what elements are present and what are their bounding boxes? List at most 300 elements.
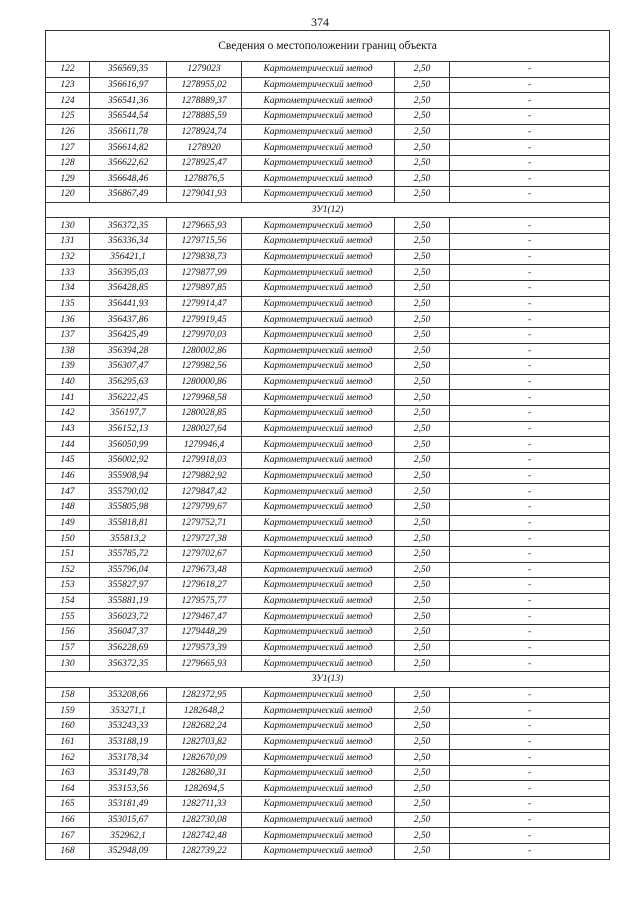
- y-coordinate-cell: 1279838,73: [167, 249, 242, 265]
- x-coordinate-cell: 356611,78: [90, 124, 167, 140]
- table-row: [46, 578, 610, 594]
- table-row: [46, 844, 610, 860]
- x-coordinate-cell: 356616,97: [90, 77, 167, 93]
- table-row: [46, 797, 610, 813]
- page-number: 374: [311, 15, 329, 29]
- table-row: [46, 187, 610, 203]
- x-coordinate-cell: 356336,34: [90, 234, 167, 250]
- method-cell: Картометрический метод: [242, 718, 395, 734]
- y-coordinate-cell: 1279573,39: [167, 640, 242, 656]
- x-coordinate-cell: 356648,46: [90, 171, 167, 187]
- y-coordinate-cell: 1279618,27: [167, 578, 242, 594]
- point-number-cell: 149: [46, 515, 90, 531]
- point-number-cell: 143: [46, 421, 90, 437]
- point-number-cell: 148: [46, 499, 90, 515]
- point-number-cell: 144: [46, 437, 90, 453]
- y-coordinate-cell: 1280000,86: [167, 374, 242, 390]
- method-cell: Картометрический метод: [242, 515, 395, 531]
- y-coordinate-cell: 1279448,29: [167, 625, 242, 641]
- section-label: ЗУ1(13): [46, 671, 610, 687]
- point-number-cell: 130: [46, 656, 90, 672]
- x-coordinate-cell: 356152,13: [90, 421, 167, 437]
- x-coordinate-cell: 356437,86: [90, 312, 167, 328]
- point-number-cell: 152: [46, 562, 90, 578]
- table-row: [46, 531, 610, 547]
- point-number-cell: 130: [46, 218, 90, 234]
- method-cell: Картометрический метод: [242, 546, 395, 562]
- description-cell: -: [450, 437, 610, 453]
- method-cell: Картометрический метод: [242, 562, 395, 578]
- description-cell: -: [450, 797, 610, 813]
- table-row: [46, 280, 610, 296]
- description-cell: -: [450, 515, 610, 531]
- description-cell: -: [450, 296, 610, 312]
- point-number-cell: 139: [46, 359, 90, 375]
- y-coordinate-cell: 1279982,56: [167, 359, 242, 375]
- point-number-cell: 135: [46, 296, 90, 312]
- table-row: [46, 437, 610, 453]
- table-row: [46, 765, 610, 781]
- description-cell: -: [450, 750, 610, 766]
- method-cell: Картометрический метод: [242, 750, 395, 766]
- x-coordinate-cell: 356622,62: [90, 155, 167, 171]
- boundary-coordinates-table: [45, 30, 610, 860]
- y-coordinate-cell: 1279918,03: [167, 453, 242, 469]
- method-cell: Картометрический метод: [242, 625, 395, 641]
- point-number-cell: 123: [46, 77, 90, 93]
- x-coordinate-cell: 353015,67: [90, 812, 167, 828]
- table-row: [46, 77, 610, 93]
- point-number-cell: 138: [46, 343, 90, 359]
- description-cell: -: [450, 406, 610, 422]
- y-coordinate-cell: 1279897,85: [167, 280, 242, 296]
- accuracy-cell: 2,50: [395, 77, 450, 93]
- accuracy-cell: 2,50: [395, 609, 450, 625]
- y-coordinate-cell: 1279575,77: [167, 593, 242, 609]
- y-coordinate-cell: 1278876,5: [167, 171, 242, 187]
- point-number-cell: 156: [46, 625, 90, 641]
- y-coordinate-cell: 1279673,48: [167, 562, 242, 578]
- method-cell: Картометрический метод: [242, 734, 395, 750]
- point-number-cell: 128: [46, 155, 90, 171]
- point-number-cell: 133: [46, 265, 90, 281]
- description-cell: -: [450, 312, 610, 328]
- point-number-cell: 146: [46, 468, 90, 484]
- y-coordinate-cell: 1279041,93: [167, 187, 242, 203]
- description-cell: -: [450, 781, 610, 797]
- x-coordinate-cell: 355813,2: [90, 531, 167, 547]
- description-cell: -: [450, 578, 610, 594]
- section-header-row: [46, 671, 610, 687]
- x-coordinate-cell: 355818,81: [90, 515, 167, 531]
- y-coordinate-cell: 1279968,58: [167, 390, 242, 406]
- x-coordinate-cell: 356002,92: [90, 453, 167, 469]
- accuracy-cell: 2,50: [395, 656, 450, 672]
- accuracy-cell: 2,50: [395, 499, 450, 515]
- x-coordinate-cell: 353181,49: [90, 797, 167, 813]
- table-row: [46, 468, 610, 484]
- method-cell: Картометрический метод: [242, 374, 395, 390]
- description-cell: -: [450, 844, 610, 860]
- y-coordinate-cell: 1282703,82: [167, 734, 242, 750]
- description-cell: -: [450, 468, 610, 484]
- table-row: [46, 327, 610, 343]
- accuracy-cell: 2,50: [395, 140, 450, 156]
- accuracy-cell: 2,50: [395, 249, 450, 265]
- description-cell: -: [450, 562, 610, 578]
- table-row: [46, 421, 610, 437]
- method-cell: Картометрический метод: [242, 406, 395, 422]
- point-number-cell: 131: [46, 234, 90, 250]
- method-cell: Картометрический метод: [242, 155, 395, 171]
- accuracy-cell: 2,50: [395, 280, 450, 296]
- x-coordinate-cell: 356197,7: [90, 406, 167, 422]
- point-number-cell: 160: [46, 718, 90, 734]
- accuracy-cell: 2,50: [395, 390, 450, 406]
- point-number-cell: 162: [46, 750, 90, 766]
- accuracy-cell: 2,50: [395, 155, 450, 171]
- table-row: [46, 108, 610, 124]
- description-cell: -: [450, 812, 610, 828]
- description-cell: -: [450, 531, 610, 547]
- accuracy-cell: 2,50: [395, 468, 450, 484]
- table-row: [46, 734, 610, 750]
- accuracy-cell: 2,50: [395, 218, 450, 234]
- table-row: [46, 562, 610, 578]
- method-cell: Картометрический метод: [242, 640, 395, 656]
- x-coordinate-cell: 355796,04: [90, 562, 167, 578]
- method-cell: Картометрический метод: [242, 609, 395, 625]
- table-row: [46, 359, 610, 375]
- description-cell: -: [450, 140, 610, 156]
- table-row: [46, 124, 610, 140]
- method-cell: Картометрический метод: [242, 484, 395, 500]
- accuracy-cell: 2,50: [395, 484, 450, 500]
- accuracy-cell: 2,50: [395, 625, 450, 641]
- table-row: [46, 687, 610, 703]
- table-row: [46, 718, 610, 734]
- x-coordinate-cell: 355790,02: [90, 484, 167, 500]
- x-coordinate-cell: 352948,09: [90, 844, 167, 860]
- description-cell: -: [450, 249, 610, 265]
- point-number-cell: 164: [46, 781, 90, 797]
- x-coordinate-cell: 355785,72: [90, 546, 167, 562]
- accuracy-cell: 2,50: [395, 453, 450, 469]
- y-coordinate-cell: 1278925,47: [167, 155, 242, 171]
- method-cell: Картометрический метод: [242, 468, 395, 484]
- x-coordinate-cell: 356867,49: [90, 187, 167, 203]
- description-cell: -: [450, 265, 610, 281]
- method-cell: Картометрический метод: [242, 359, 395, 375]
- method-cell: Картометрический метод: [242, 62, 395, 78]
- x-coordinate-cell: 356614,82: [90, 140, 167, 156]
- description-cell: -: [450, 77, 610, 93]
- accuracy-cell: 2,50: [395, 546, 450, 562]
- section-header-row: [46, 202, 610, 218]
- x-coordinate-cell: 353243,33: [90, 718, 167, 734]
- accuracy-cell: 2,50: [395, 437, 450, 453]
- description-cell: -: [450, 453, 610, 469]
- point-number-cell: 157: [46, 640, 90, 656]
- x-coordinate-cell: 353208,66: [90, 687, 167, 703]
- method-cell: Картометрический метод: [242, 844, 395, 860]
- y-coordinate-cell: 1279799,67: [167, 499, 242, 515]
- x-coordinate-cell: 352962,1: [90, 828, 167, 844]
- point-number-cell: 141: [46, 390, 90, 406]
- table-title-row: [46, 31, 610, 62]
- y-coordinate-cell: 1279752,71: [167, 515, 242, 531]
- table-row: [46, 374, 610, 390]
- method-cell: Картометрический метод: [242, 437, 395, 453]
- point-number-cell: 122: [46, 62, 90, 78]
- x-coordinate-cell: 353271,1: [90, 703, 167, 719]
- y-coordinate-cell: 1279919,45: [167, 312, 242, 328]
- table-row: [46, 171, 610, 187]
- x-coordinate-cell: 356394,28: [90, 343, 167, 359]
- method-cell: Картометрический метод: [242, 218, 395, 234]
- table-row: [46, 140, 610, 156]
- x-coordinate-cell: 356047,37: [90, 625, 167, 641]
- x-coordinate-cell: 356372,35: [90, 656, 167, 672]
- description-cell: -: [450, 499, 610, 515]
- point-number-cell: 161: [46, 734, 90, 750]
- table-row: [46, 546, 610, 562]
- method-cell: Картометрический метод: [242, 812, 395, 828]
- description-cell: -: [450, 718, 610, 734]
- y-coordinate-cell: 1279877,99: [167, 265, 242, 281]
- accuracy-cell: 2,50: [395, 343, 450, 359]
- accuracy-cell: 2,50: [395, 781, 450, 797]
- x-coordinate-cell: 355827,97: [90, 578, 167, 594]
- point-number-cell: 120: [46, 187, 90, 203]
- y-coordinate-cell: 1282694,5: [167, 781, 242, 797]
- method-cell: Картометрический метод: [242, 390, 395, 406]
- point-number-cell: 132: [46, 249, 90, 265]
- accuracy-cell: 2,50: [395, 93, 450, 109]
- description-cell: -: [450, 593, 610, 609]
- point-number-cell: 137: [46, 327, 90, 343]
- method-cell: Картометрический метод: [242, 765, 395, 781]
- method-cell: Картометрический метод: [242, 687, 395, 703]
- description-cell: -: [450, 640, 610, 656]
- y-coordinate-cell: 1279715,56: [167, 234, 242, 250]
- x-coordinate-cell: 356428,85: [90, 280, 167, 296]
- table-row: [46, 343, 610, 359]
- x-coordinate-cell: 356222,45: [90, 390, 167, 406]
- y-coordinate-cell: 1282682,24: [167, 718, 242, 734]
- description-cell: -: [450, 765, 610, 781]
- x-coordinate-cell: 355881,19: [90, 593, 167, 609]
- accuracy-cell: 2,50: [395, 844, 450, 860]
- y-coordinate-cell: 1278885,59: [167, 108, 242, 124]
- x-coordinate-cell: 356023,72: [90, 609, 167, 625]
- method-cell: Картометрический метод: [242, 578, 395, 594]
- y-coordinate-cell: 1279970,03: [167, 327, 242, 343]
- x-coordinate-cell: 353178,34: [90, 750, 167, 766]
- y-coordinate-cell: 1278889,37: [167, 93, 242, 109]
- x-coordinate-cell: 355908,94: [90, 468, 167, 484]
- table-row: [46, 265, 610, 281]
- method-cell: Картометрический метод: [242, 499, 395, 515]
- method-cell: Картометрический метод: [242, 108, 395, 124]
- point-number-cell: 150: [46, 531, 90, 547]
- method-cell: Картометрический метод: [242, 280, 395, 296]
- accuracy-cell: 2,50: [395, 734, 450, 750]
- accuracy-cell: 2,50: [395, 828, 450, 844]
- x-coordinate-cell: 356307,47: [90, 359, 167, 375]
- y-coordinate-cell: 1279882,92: [167, 468, 242, 484]
- accuracy-cell: 2,50: [395, 62, 450, 78]
- point-number-cell: 168: [46, 844, 90, 860]
- y-coordinate-cell: 1279467,47: [167, 609, 242, 625]
- x-coordinate-cell: 353188,19: [90, 734, 167, 750]
- accuracy-cell: 2,50: [395, 234, 450, 250]
- y-coordinate-cell: 1282730,08: [167, 812, 242, 828]
- x-coordinate-cell: 356425,49: [90, 327, 167, 343]
- accuracy-cell: 2,50: [395, 765, 450, 781]
- x-coordinate-cell: 356569,35: [90, 62, 167, 78]
- description-cell: -: [450, 687, 610, 703]
- x-coordinate-cell: 356295,63: [90, 374, 167, 390]
- description-cell: -: [450, 421, 610, 437]
- table-row: [46, 781, 610, 797]
- accuracy-cell: 2,50: [395, 265, 450, 281]
- x-coordinate-cell: 353149,78: [90, 765, 167, 781]
- y-coordinate-cell: 1282711,33: [167, 797, 242, 813]
- point-number-cell: 163: [46, 765, 90, 781]
- y-coordinate-cell: 1280027,64: [167, 421, 242, 437]
- accuracy-cell: 2,50: [395, 797, 450, 813]
- table-row: [46, 750, 610, 766]
- table-row: [46, 625, 610, 641]
- y-coordinate-cell: 1279023: [167, 62, 242, 78]
- accuracy-cell: 2,50: [395, 593, 450, 609]
- y-coordinate-cell: 1279727,38: [167, 531, 242, 547]
- accuracy-cell: 2,50: [395, 124, 450, 140]
- table-row: [46, 155, 610, 171]
- x-coordinate-cell: 356544,54: [90, 108, 167, 124]
- y-coordinate-cell: 1279914,47: [167, 296, 242, 312]
- accuracy-cell: 2,50: [395, 421, 450, 437]
- y-coordinate-cell: 1279665,93: [167, 218, 242, 234]
- x-coordinate-cell: 356228,69: [90, 640, 167, 656]
- description-cell: -: [450, 828, 610, 844]
- accuracy-cell: 2,50: [395, 750, 450, 766]
- accuracy-cell: 2,50: [395, 374, 450, 390]
- y-coordinate-cell: 1280002,86: [167, 343, 242, 359]
- table-row: [46, 812, 610, 828]
- description-cell: -: [450, 546, 610, 562]
- method-cell: Картометрический метод: [242, 453, 395, 469]
- accuracy-cell: 2,50: [395, 406, 450, 422]
- table-row: [46, 312, 610, 328]
- method-cell: Картометрический метод: [242, 312, 395, 328]
- y-coordinate-cell: 1279665,93: [167, 656, 242, 672]
- description-cell: -: [450, 62, 610, 78]
- table-row: [46, 453, 610, 469]
- accuracy-cell: 2,50: [395, 171, 450, 187]
- accuracy-cell: 2,50: [395, 718, 450, 734]
- description-cell: -: [450, 374, 610, 390]
- description-cell: -: [450, 124, 610, 140]
- y-coordinate-cell: 1279946,4: [167, 437, 242, 453]
- point-number-cell: 154: [46, 593, 90, 609]
- method-cell: Картометрический метод: [242, 343, 395, 359]
- description-cell: -: [450, 218, 610, 234]
- point-number-cell: 129: [46, 171, 90, 187]
- table-title: Сведения о местоположении границ объекта: [46, 31, 610, 62]
- method-cell: Картометрический метод: [242, 421, 395, 437]
- y-coordinate-cell: 1279847,42: [167, 484, 242, 500]
- y-coordinate-cell: 1278924,74: [167, 124, 242, 140]
- table-row: [46, 234, 610, 250]
- y-coordinate-cell: 1282648,2: [167, 703, 242, 719]
- point-number-cell: 159: [46, 703, 90, 719]
- x-coordinate-cell: 356395,03: [90, 265, 167, 281]
- description-cell: -: [450, 734, 610, 750]
- accuracy-cell: 2,50: [395, 703, 450, 719]
- description-cell: -: [450, 93, 610, 109]
- description-cell: -: [450, 280, 610, 296]
- method-cell: Картометрический метод: [242, 77, 395, 93]
- method-cell: Картометрический метод: [242, 171, 395, 187]
- point-number-cell: 158: [46, 687, 90, 703]
- point-number-cell: 151: [46, 546, 90, 562]
- table-row: [46, 93, 610, 109]
- method-cell: Картометрический метод: [242, 140, 395, 156]
- table-row: [46, 828, 610, 844]
- description-cell: -: [450, 327, 610, 343]
- description-cell: -: [450, 390, 610, 406]
- x-coordinate-cell: 355805,98: [90, 499, 167, 515]
- point-number-cell: 134: [46, 280, 90, 296]
- point-number-cell: 142: [46, 406, 90, 422]
- table-row: [46, 296, 610, 312]
- table-row: [46, 390, 610, 406]
- method-cell: Картометрический метод: [242, 531, 395, 547]
- description-cell: -: [450, 703, 610, 719]
- method-cell: Картометрический метод: [242, 593, 395, 609]
- description-cell: -: [450, 155, 610, 171]
- accuracy-cell: 2,50: [395, 812, 450, 828]
- accuracy-cell: 2,50: [395, 359, 450, 375]
- table-row: [46, 515, 610, 531]
- method-cell: Картометрический метод: [242, 93, 395, 109]
- y-coordinate-cell: 1278955,02: [167, 77, 242, 93]
- point-number-cell: 153: [46, 578, 90, 594]
- point-number-cell: 124: [46, 93, 90, 109]
- y-coordinate-cell: 1282742,48: [167, 828, 242, 844]
- x-coordinate-cell: 356050,99: [90, 437, 167, 453]
- y-coordinate-cell: 1282680,31: [167, 765, 242, 781]
- y-coordinate-cell: 1280028,85: [167, 406, 242, 422]
- x-coordinate-cell: 356421,1: [90, 249, 167, 265]
- description-cell: -: [450, 484, 610, 500]
- description-cell: -: [450, 108, 610, 124]
- method-cell: Картометрический метод: [242, 296, 395, 312]
- table-row: [46, 656, 610, 672]
- accuracy-cell: 2,50: [395, 327, 450, 343]
- method-cell: Картометрический метод: [242, 781, 395, 797]
- accuracy-cell: 2,50: [395, 531, 450, 547]
- accuracy-cell: 2,50: [395, 578, 450, 594]
- table-body: [46, 31, 610, 860]
- method-cell: Картометрический метод: [242, 124, 395, 140]
- accuracy-cell: 2,50: [395, 312, 450, 328]
- point-number-cell: 167: [46, 828, 90, 844]
- description-cell: -: [450, 234, 610, 250]
- point-number-cell: 155: [46, 609, 90, 625]
